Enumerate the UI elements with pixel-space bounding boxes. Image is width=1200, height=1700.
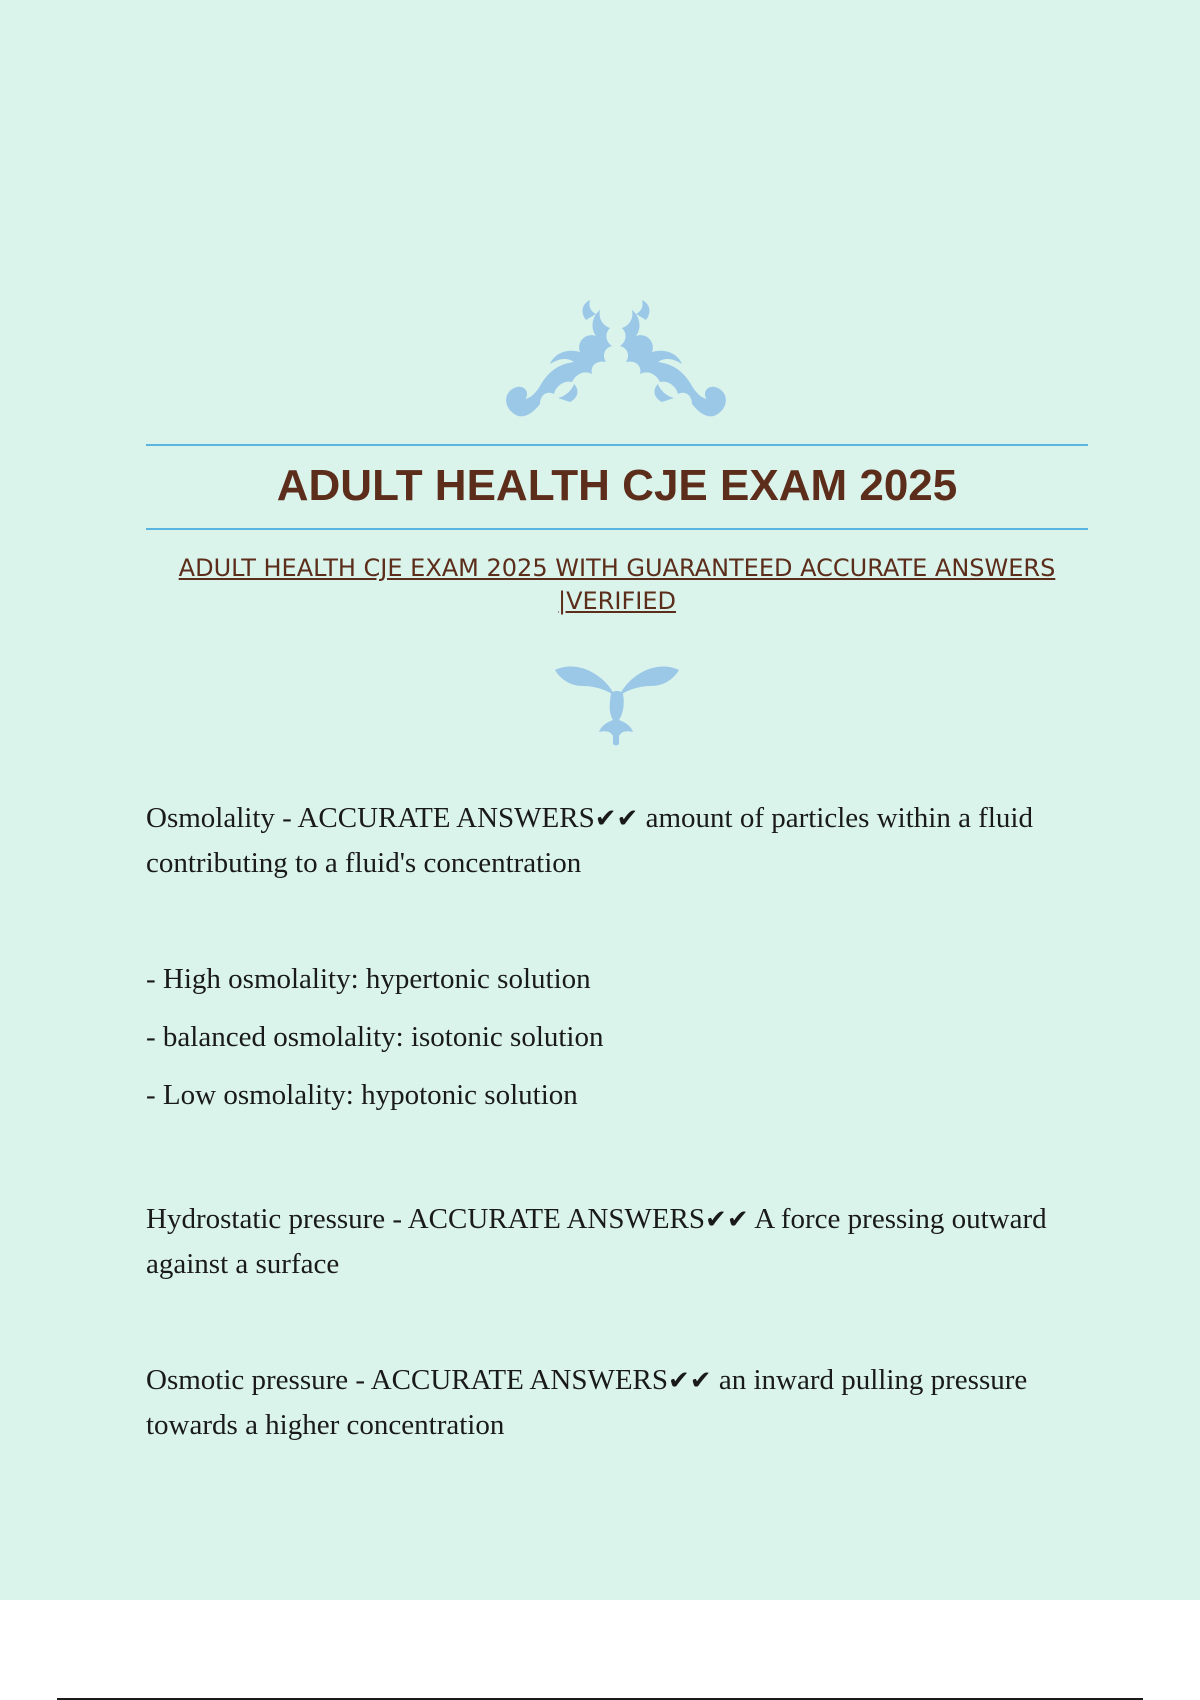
page-title: ADULT HEALTH CJE EXAM 2025	[276, 461, 958, 510]
title-bottom-rule	[146, 528, 1088, 530]
list-item: - balanced osmolality: isotonic solution	[146, 1021, 604, 1053]
entry-definition: A force pressing outward against a surface	[146, 1203, 1047, 1280]
answer-content	[146, 796, 1088, 1447]
title-top-rule	[146, 444, 1088, 446]
qa-entry-osmolality	[146, 796, 1088, 885]
qa-entry-osmotic-pressure	[146, 1358, 1088, 1447]
list-item: - High osmolality: hypertonic solution	[146, 963, 591, 995]
list-item: - Low osmolality: hypotonic solution	[146, 1079, 578, 1111]
page-subtitle: ADULT HEALTH CJE EXAM 2025 WITH GUARANTEED ACCURATE ANSWERS |VERIFIED	[178, 554, 1056, 615]
double-check-icon: ✔✔	[594, 804, 639, 834]
qa-entry-hydrostatic-pressure	[146, 1197, 1088, 1286]
entry-term: Osmolality - ACCURATE ANSWERS	[146, 802, 595, 834]
entry-definition: an inward pulling pressure towards a higher concentration	[146, 1364, 1028, 1441]
double-check-icon: ✔✔	[705, 1205, 749, 1235]
floral-scroll-ornament-icon	[500, 298, 732, 426]
entry-term: Osmotic pressure - ACCURATE ANSWERS	[146, 1364, 668, 1396]
double-check-icon: ✔✔	[668, 1366, 712, 1396]
entry-definition: amount of particles within a fluid contributing to a fluid's concentration	[146, 802, 1033, 879]
entry-term: Hydrostatic pressure - ACCURATE ANSWERS	[146, 1203, 706, 1235]
fleuron-ornament-icon	[553, 660, 681, 746]
